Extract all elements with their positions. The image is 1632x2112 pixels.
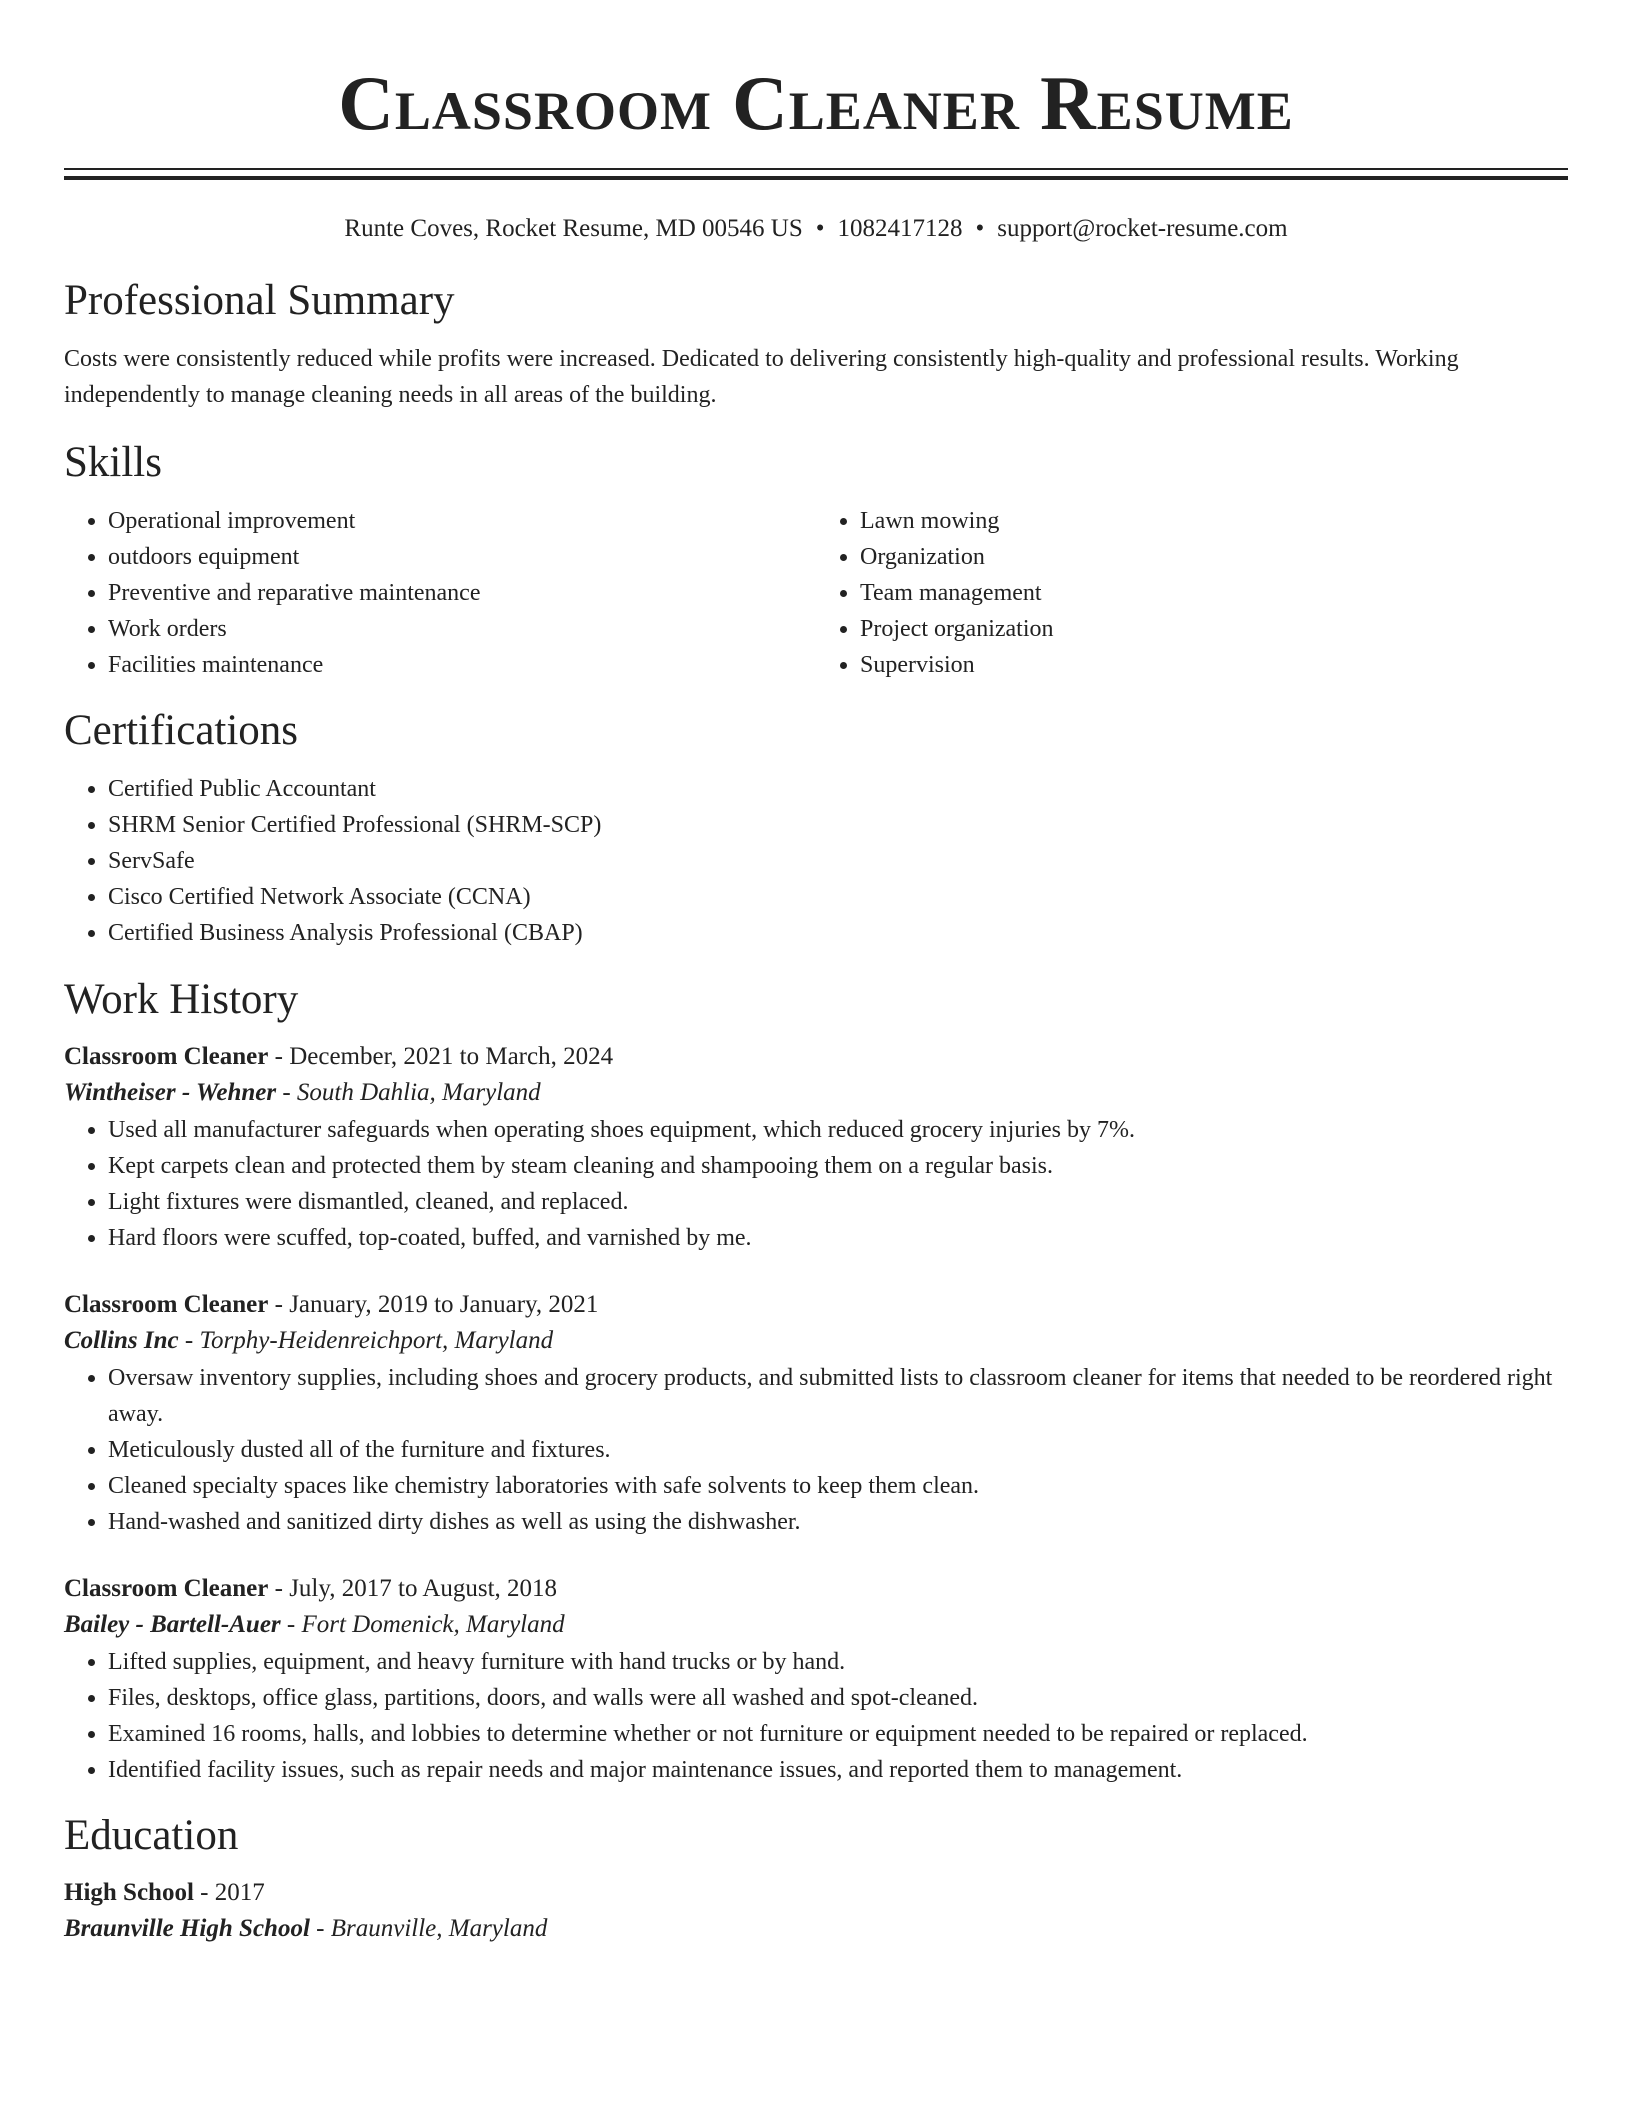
job-duties — [64, 1644, 1568, 1788]
job-employer: Wintheiser - Wehner - South Dahlia, Maryland — [64, 1079, 541, 1106]
certifications-list — [64, 771, 1568, 951]
job-duty: • Light fixtures were dismantled, cleaned, and replaced. — [108, 1184, 1568, 1220]
contact-separator: • — [815, 215, 825, 242]
job-company: Bailey - Bartell-Auer — [64, 1611, 281, 1638]
certification-item: • Certified Public Accountant — [108, 771, 1568, 807]
contact-address: Runte Coves, Rocket Resume, MD 00546 US — [344, 215, 803, 242]
contact-phone: 1082417128 — [837, 215, 963, 242]
contact-line — [64, 214, 1568, 244]
skills-heading: Skills — [64, 439, 162, 486]
summary-heading: Professional Summary — [64, 277, 455, 324]
job-duty: • Used all manufacturer safeguards when operating shoes equipment, which reduced grocery injuries by 7%. — [108, 1112, 1568, 1148]
job-company: Collins Inc — [64, 1327, 179, 1354]
skill-item: • Team management — [860, 575, 1568, 611]
job-dates: July, 2017 to August, 2018 — [289, 1575, 558, 1602]
job-employer: Bailey - Bartell-Auer - Fort Domenick, Maryland — [64, 1611, 565, 1638]
job-title: Classroom Cleaner — [64, 1043, 269, 1070]
education-section — [64, 1810, 1568, 1948]
job-entry — [64, 1040, 1568, 1256]
job-dates: December, 2021 to March, 2024 — [289, 1043, 614, 1070]
certifications-heading: Certifications — [64, 707, 299, 754]
job-employer: Collins Inc - Torphy-Heidenreichport, Maryland — [64, 1327, 554, 1354]
skill-item: • Preventive and reparative maintenance — [108, 575, 816, 611]
skill-item: • Organization — [860, 539, 1568, 575]
education-heading: Education — [64, 1812, 239, 1859]
job-duty: • Cleaned specialty spaces like chemistry laboratories with safe solvents to keep them clean. — [108, 1468, 1568, 1504]
education-institution: Braunville High School - Braunville, Maryland — [64, 1915, 548, 1942]
job-location: Torphy-Heidenreichport, Maryland — [199, 1327, 554, 1354]
job-heading: Classroom Cleaner - January, 2019 to January, 2021 — [64, 1291, 599, 1318]
job-title: Classroom Cleaner — [64, 1575, 269, 1602]
job-duties — [64, 1112, 1568, 1256]
job-entry — [64, 1288, 1568, 1540]
education-degree: High School — [64, 1879, 194, 1906]
job-dates: January, 2019 to January, 2021 — [289, 1291, 599, 1318]
certification-item: • Cisco Certified Network Associate (CCNA) — [108, 879, 1568, 915]
skill-item: • Project organization — [860, 611, 1568, 647]
job-heading: Classroom Cleaner - July, 2017 to August, 2018 — [64, 1575, 558, 1602]
job-duty: • Hand-washed and sanitized dirty dishes as well as using the dishwasher. — [108, 1504, 1568, 1540]
skill-item: • Lawn mowing — [860, 503, 1568, 539]
skill-item: • outdoors equipment — [108, 539, 816, 575]
job-duties — [64, 1360, 1568, 1540]
job-duty: • Lifted supplies, equipment, and heavy furniture with hand trucks or by hand. — [108, 1644, 1568, 1680]
job-duty: • Files, desktops, office glass, partitions, doors, and walls were all washed and spot-cleaned. — [108, 1680, 1568, 1716]
certification-item: • SHRM Senior Certified Professional (SHRM-SCP) — [108, 807, 1568, 843]
education-year: 2017 — [214, 1879, 265, 1906]
title-divider-thick — [64, 176, 1568, 180]
work-history-section — [64, 974, 1568, 1788]
job-duty: • Oversaw inventory supplies, including shoes and grocery products, and submitted lists to classroom cleaner for items that needed to be reordered right away. — [108, 1360, 1568, 1432]
skill-item: • Operational improvement — [108, 503, 816, 539]
title-divider-thin — [64, 168, 1568, 170]
contact-separator: • — [975, 215, 985, 242]
job-duty: • Meticulously dusted all of the furniture and fixtures. — [108, 1432, 1568, 1468]
job-title: Classroom Cleaner — [64, 1291, 269, 1318]
work-history-heading: Work History — [64, 976, 299, 1023]
skills-section — [64, 437, 1568, 683]
job-duty: • Kept carpets clean and protected them by steam cleaning and shampooing them on a regular basis. — [108, 1148, 1568, 1184]
job-company: Wintheiser - Wehner — [64, 1079, 277, 1106]
certification-item: • ServSafe — [108, 843, 1568, 879]
education-location: Braunville, Maryland — [330, 1915, 548, 1942]
skills-grid — [64, 503, 1568, 683]
job-heading: Classroom Cleaner - December, 2021 to March, 2024 — [64, 1043, 614, 1070]
job-location: South Dahlia, Maryland — [296, 1079, 541, 1106]
job-entry — [64, 1572, 1568, 1788]
certifications-section — [64, 705, 1568, 951]
certification-item: • Certified Business Analysis Professional (CBAP) — [108, 915, 1568, 951]
job-duty: • Examined 16 rooms, halls, and lobbies to determine whether or not furniture or equipment needed to be repaired or replaced. — [108, 1716, 1568, 1752]
contact-email: support@rocket-resume.com — [997, 215, 1288, 242]
job-duty: • Identified facility issues, such as repair needs and major maintenance issues, and reported them to management. — [108, 1752, 1568, 1788]
skill-item: • Work orders — [108, 611, 816, 647]
skills-list-right — [816, 503, 1568, 683]
job-duty: • Hard floors were scuffed, top-coated, buffed, and varnished by me. — [108, 1220, 1568, 1256]
education-school: Braunville High School — [64, 1915, 310, 1942]
resume-title: Classroom Cleaner Resume — [338, 60, 1294, 146]
skill-item: • Supervision — [860, 647, 1568, 683]
summary-text: Costs were consistently reduced while profits were increased. Dedicated to delivering consistently high-quality and professional results. Working independently to manage cleaning needs in all areas of the building. — [64, 346, 1459, 408]
job-location: Fort Domenick, Maryland — [301, 1611, 565, 1638]
skill-item: • Facilities maintenance — [108, 647, 816, 683]
education-heading-line: High School - 2017 — [64, 1879, 265, 1906]
summary-section — [64, 275, 1568, 413]
skills-list-left — [64, 503, 816, 683]
